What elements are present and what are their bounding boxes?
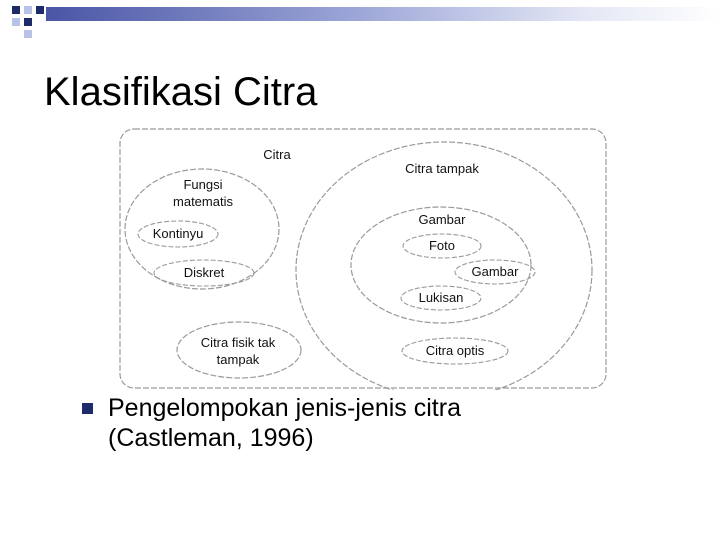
foto-label: Foto bbox=[428, 238, 456, 253]
lukisan-label: Lukisan bbox=[418, 290, 464, 305]
citra-tampak-label: Citra tampak bbox=[405, 161, 479, 176]
bullet-line-2: (Castleman, 1996) bbox=[108, 424, 314, 452]
kontinyu-label: Kontinyu bbox=[152, 226, 204, 241]
decor-square bbox=[12, 18, 20, 26]
gambar-label: Gambar bbox=[418, 212, 466, 227]
citra-label: Citra bbox=[263, 147, 291, 162]
matematis-label: matematis bbox=[173, 194, 233, 209]
decor-square bbox=[12, 6, 20, 14]
gambar-item-label: Gambar bbox=[471, 264, 519, 279]
citra-optis-label: Citra optis bbox=[425, 343, 485, 358]
slide-title: Klasifikasi Citra bbox=[44, 70, 318, 114]
decor-square bbox=[24, 30, 32, 38]
bullet-text bbox=[108, 393, 668, 453]
fungsi-label: Fungsi bbox=[183, 177, 223, 192]
classification-diagram bbox=[118, 127, 608, 390]
header-bar bbox=[46, 7, 720, 21]
bullet-line-1: Pengelompokan jenis-jenis citra bbox=[108, 394, 461, 422]
decor-square bbox=[24, 18, 32, 26]
decor-square bbox=[24, 6, 32, 14]
diskret-label: Diskret bbox=[183, 265, 225, 280]
square-bullet-icon bbox=[82, 403, 93, 414]
citra-fisik-label: Citra fisik tak bbox=[200, 335, 276, 350]
tampak-label: tampak bbox=[216, 352, 260, 367]
decor-square bbox=[36, 6, 44, 14]
